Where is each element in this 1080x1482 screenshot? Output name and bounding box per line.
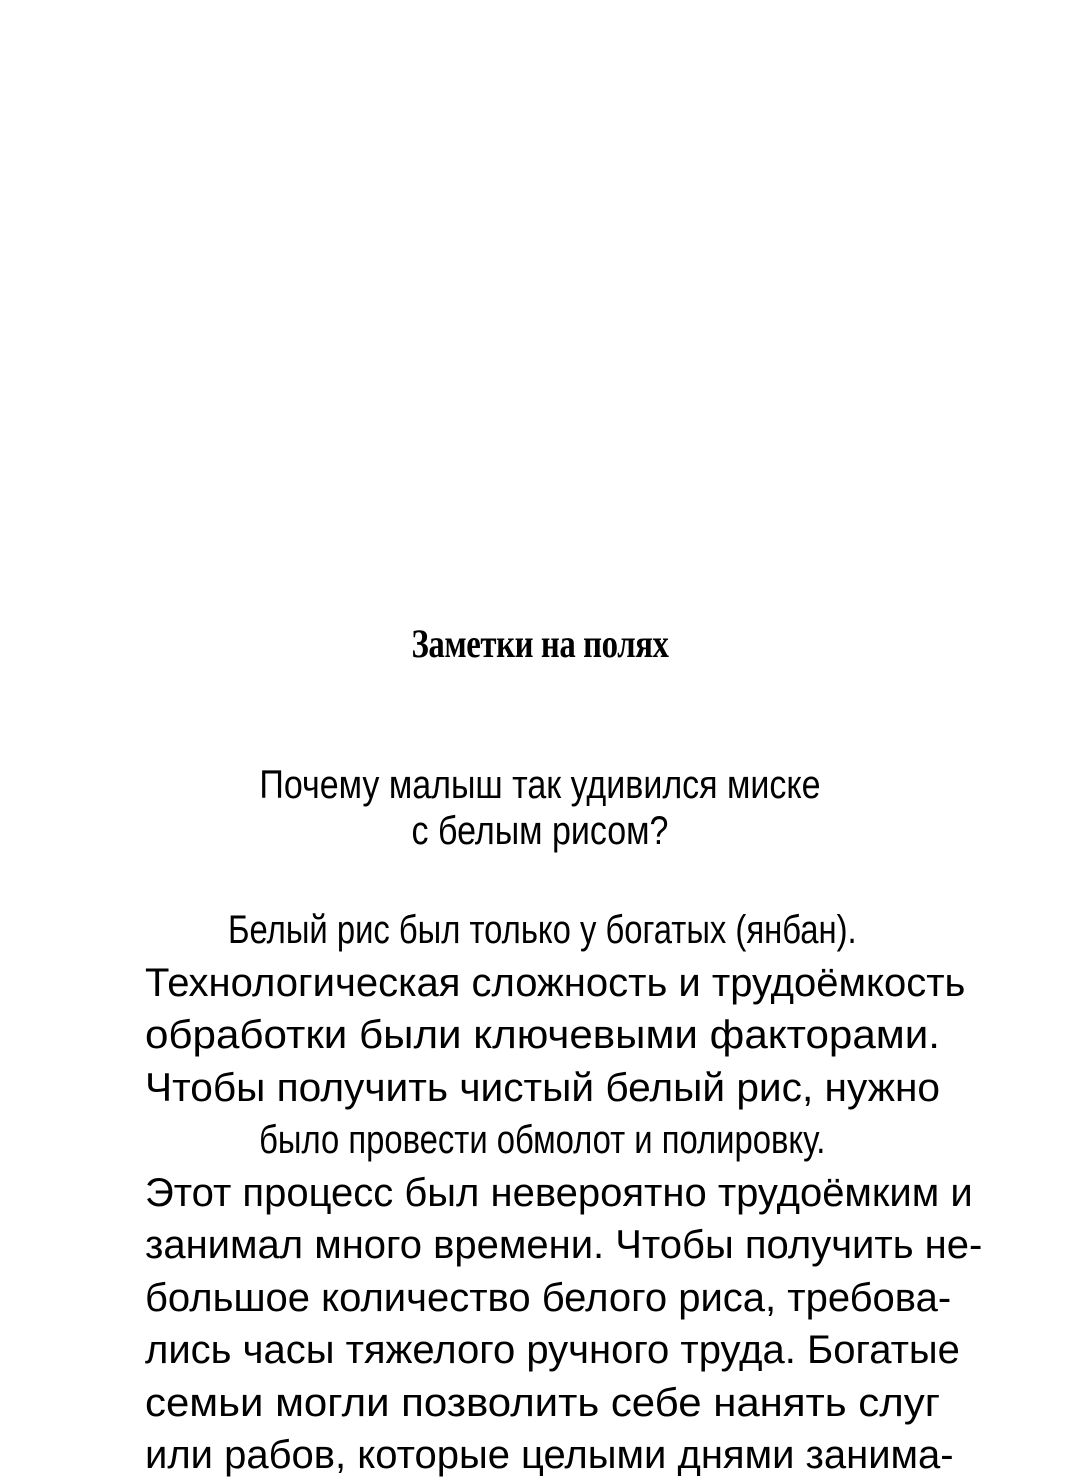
body-paragraph (145, 904, 983, 1482)
question-line: Почему малыш так удивился миске (259, 763, 821, 807)
body-line (145, 1324, 960, 1377)
question-heading (0, 762, 1080, 854)
body-line (145, 1377, 940, 1430)
question-line: с белым рисом? (411, 809, 669, 853)
body-line (145, 1167, 973, 1220)
body-line (145, 1219, 983, 1272)
body-line (145, 1272, 952, 1325)
body-line (145, 1062, 940, 1115)
body-line-text: обработки были ключевыми факторами. (145, 1013, 941, 1057)
body-line (145, 1429, 954, 1482)
body-line-text: было провести обмолот и полировку. (259, 1118, 826, 1162)
body-line-text: или рабов, которые целыми днями занима- (145, 1433, 954, 1477)
body-line-text: Этот процесс был невероятно трудоёмким и (145, 1170, 973, 1215)
body-line-text: Белый рис был только у богатых (янбан). (228, 908, 857, 952)
body-line (145, 1114, 940, 1167)
body-line (145, 1009, 940, 1062)
body-line-text: Технологическая сложность и трудоёмкость (145, 960, 966, 1005)
body-line-text: лись часы тяжелого ручного труда. Богатые (145, 1328, 960, 1372)
body-line-text: большое количество белого риса, требова- (145, 1275, 952, 1320)
section-title: Заметки на полях (411, 621, 669, 666)
body-line (145, 957, 966, 1010)
body-line-text: Чтобы получить чистый белый рис, нужно (145, 1065, 940, 1110)
body-line-text: семьи могли позволить себе нанять слуг (145, 1380, 940, 1425)
body-line-text: занимал много времени. Чтобы получить не- (145, 1223, 983, 1267)
body-line (145, 904, 940, 957)
